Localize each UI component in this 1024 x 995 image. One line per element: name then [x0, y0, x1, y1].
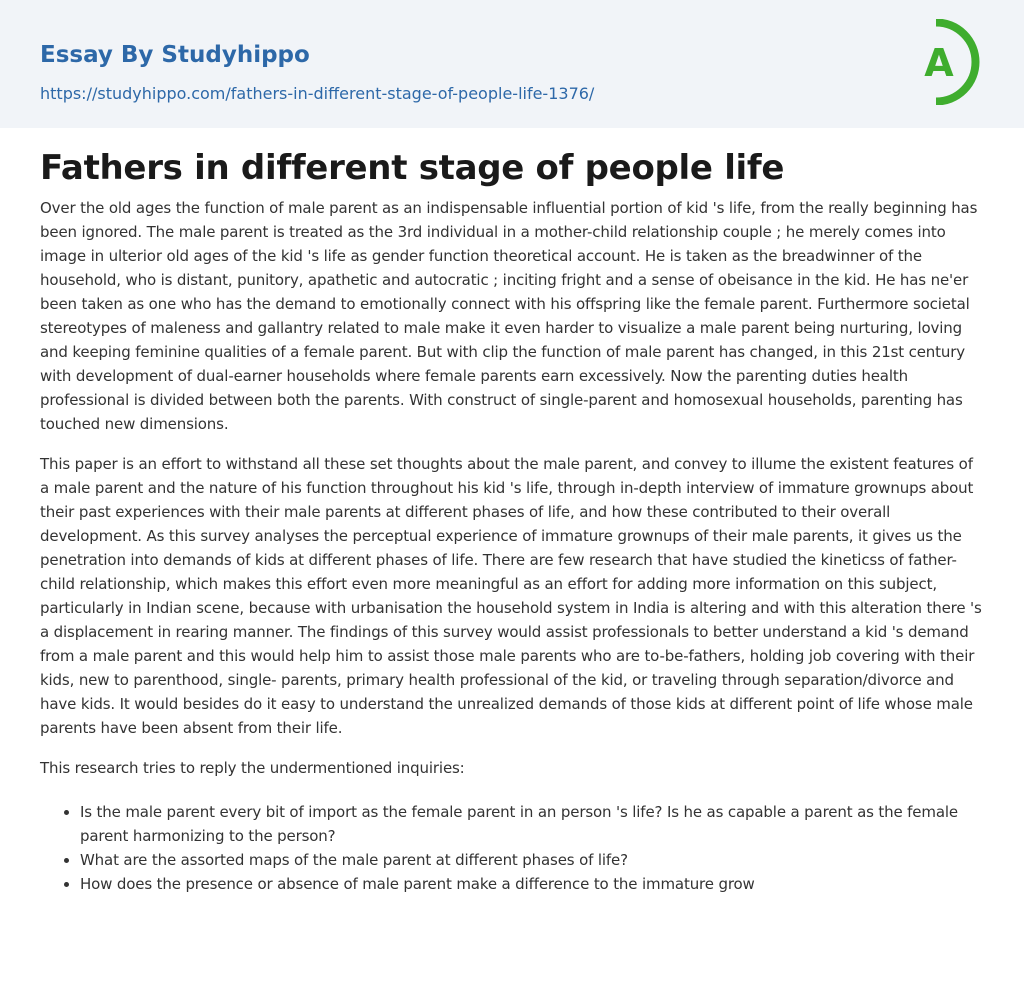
site-header	[0, 0, 1024, 128]
essay-url-link[interactable]: https://studyhippo.com/fathers-in-different-stage-of-people-life-1376/	[40, 84, 595, 103]
list-item: • Is the male parent every bit of import as the female parent in an person 's life? Is he as capable a parent as the female parent harmonizing to the person?	[80, 800, 986, 848]
article-title: Fathers in different stage of people life	[40, 148, 785, 188]
site-brand[interactable]: Essay By Studyhippo	[40, 42, 310, 68]
logo-letter: A	[924, 41, 954, 85]
article-paragraph-1: Over the old ages the function of male parent as an indispensable influential portion of kid 's life, from the really beginning has been ignored. The male parent is treated as the 3rd individual in a mother-child relationship couple ; he merely comes into image in ulterior old ages of the kid 's life as gender function theoretical account. He is taken as the breadwinner of the household, who is distant, punitory, apathetic and autocratic ; inciting fright and a sense of obeisance in the kid. He has ne'er been taken as one who has the demand to emotionally connect with his offspring like the female parent. Furthermore societal stereotypes of maleness and gallantry related to male make it even harder to visualize a male parent being nurturing, loving and keeping feminine qualities of a female parent. But with clip the function of male parent has changed, in this 21st century with development of dual-earner households where female parents earn excessively. Now the parenting duties health professional is divided between both the parents. With construct of single-parent and homosexual households, parenting has touched new dimensions.	[40, 199, 978, 433]
article-paragraph-2: This paper is an effort to withstand all these set thoughts about the male parent, and convey to illume the existent features of a male parent and the nature of his function throughout his kid 's life, through in-depth interview of immature grownups about their past experiences with their male parents at different phases of life, and how these contributed to their overall development. As this survey analyses the perceptual experience of immature grownups of their male parents, it gives us the penetration into demands of kids at different phases of life. There are few research that have studied the kineticss of father-child relationship, which makes this effort even more meaningful as an effort for adding more information on this subject, particularly in Indian scene, because with urbanisation the household system in India is altering and with this alteration there 's a displacement in rearing manner. The findings of this survey would assist professionals to better understand a kid 's demand from a male parent and this would help him to assist those male parents who are to-be-fathers, holding job covering with their kids, new to parenthood, single- parents, primary health professional of the kid, or traveling through separation/divorce and have kids. It would besides do it easy to understand the unrealized demands of those kids at different point of life whose male parents have been absent from their life.	[40, 455, 982, 737]
article-paragraph-3: This research tries to reply the undermentioned inquiries:	[40, 759, 465, 777]
studyhippo-logo-icon[interactable]	[912, 19, 986, 105]
list-item: • What are the assorted maps of the male parent at different phases of life?	[80, 848, 986, 872]
research-questions-list	[80, 796, 986, 896]
list-item: • How does the presence or absence of male parent make a difference to the immature grow	[80, 872, 986, 896]
article-content	[40, 146, 986, 896]
